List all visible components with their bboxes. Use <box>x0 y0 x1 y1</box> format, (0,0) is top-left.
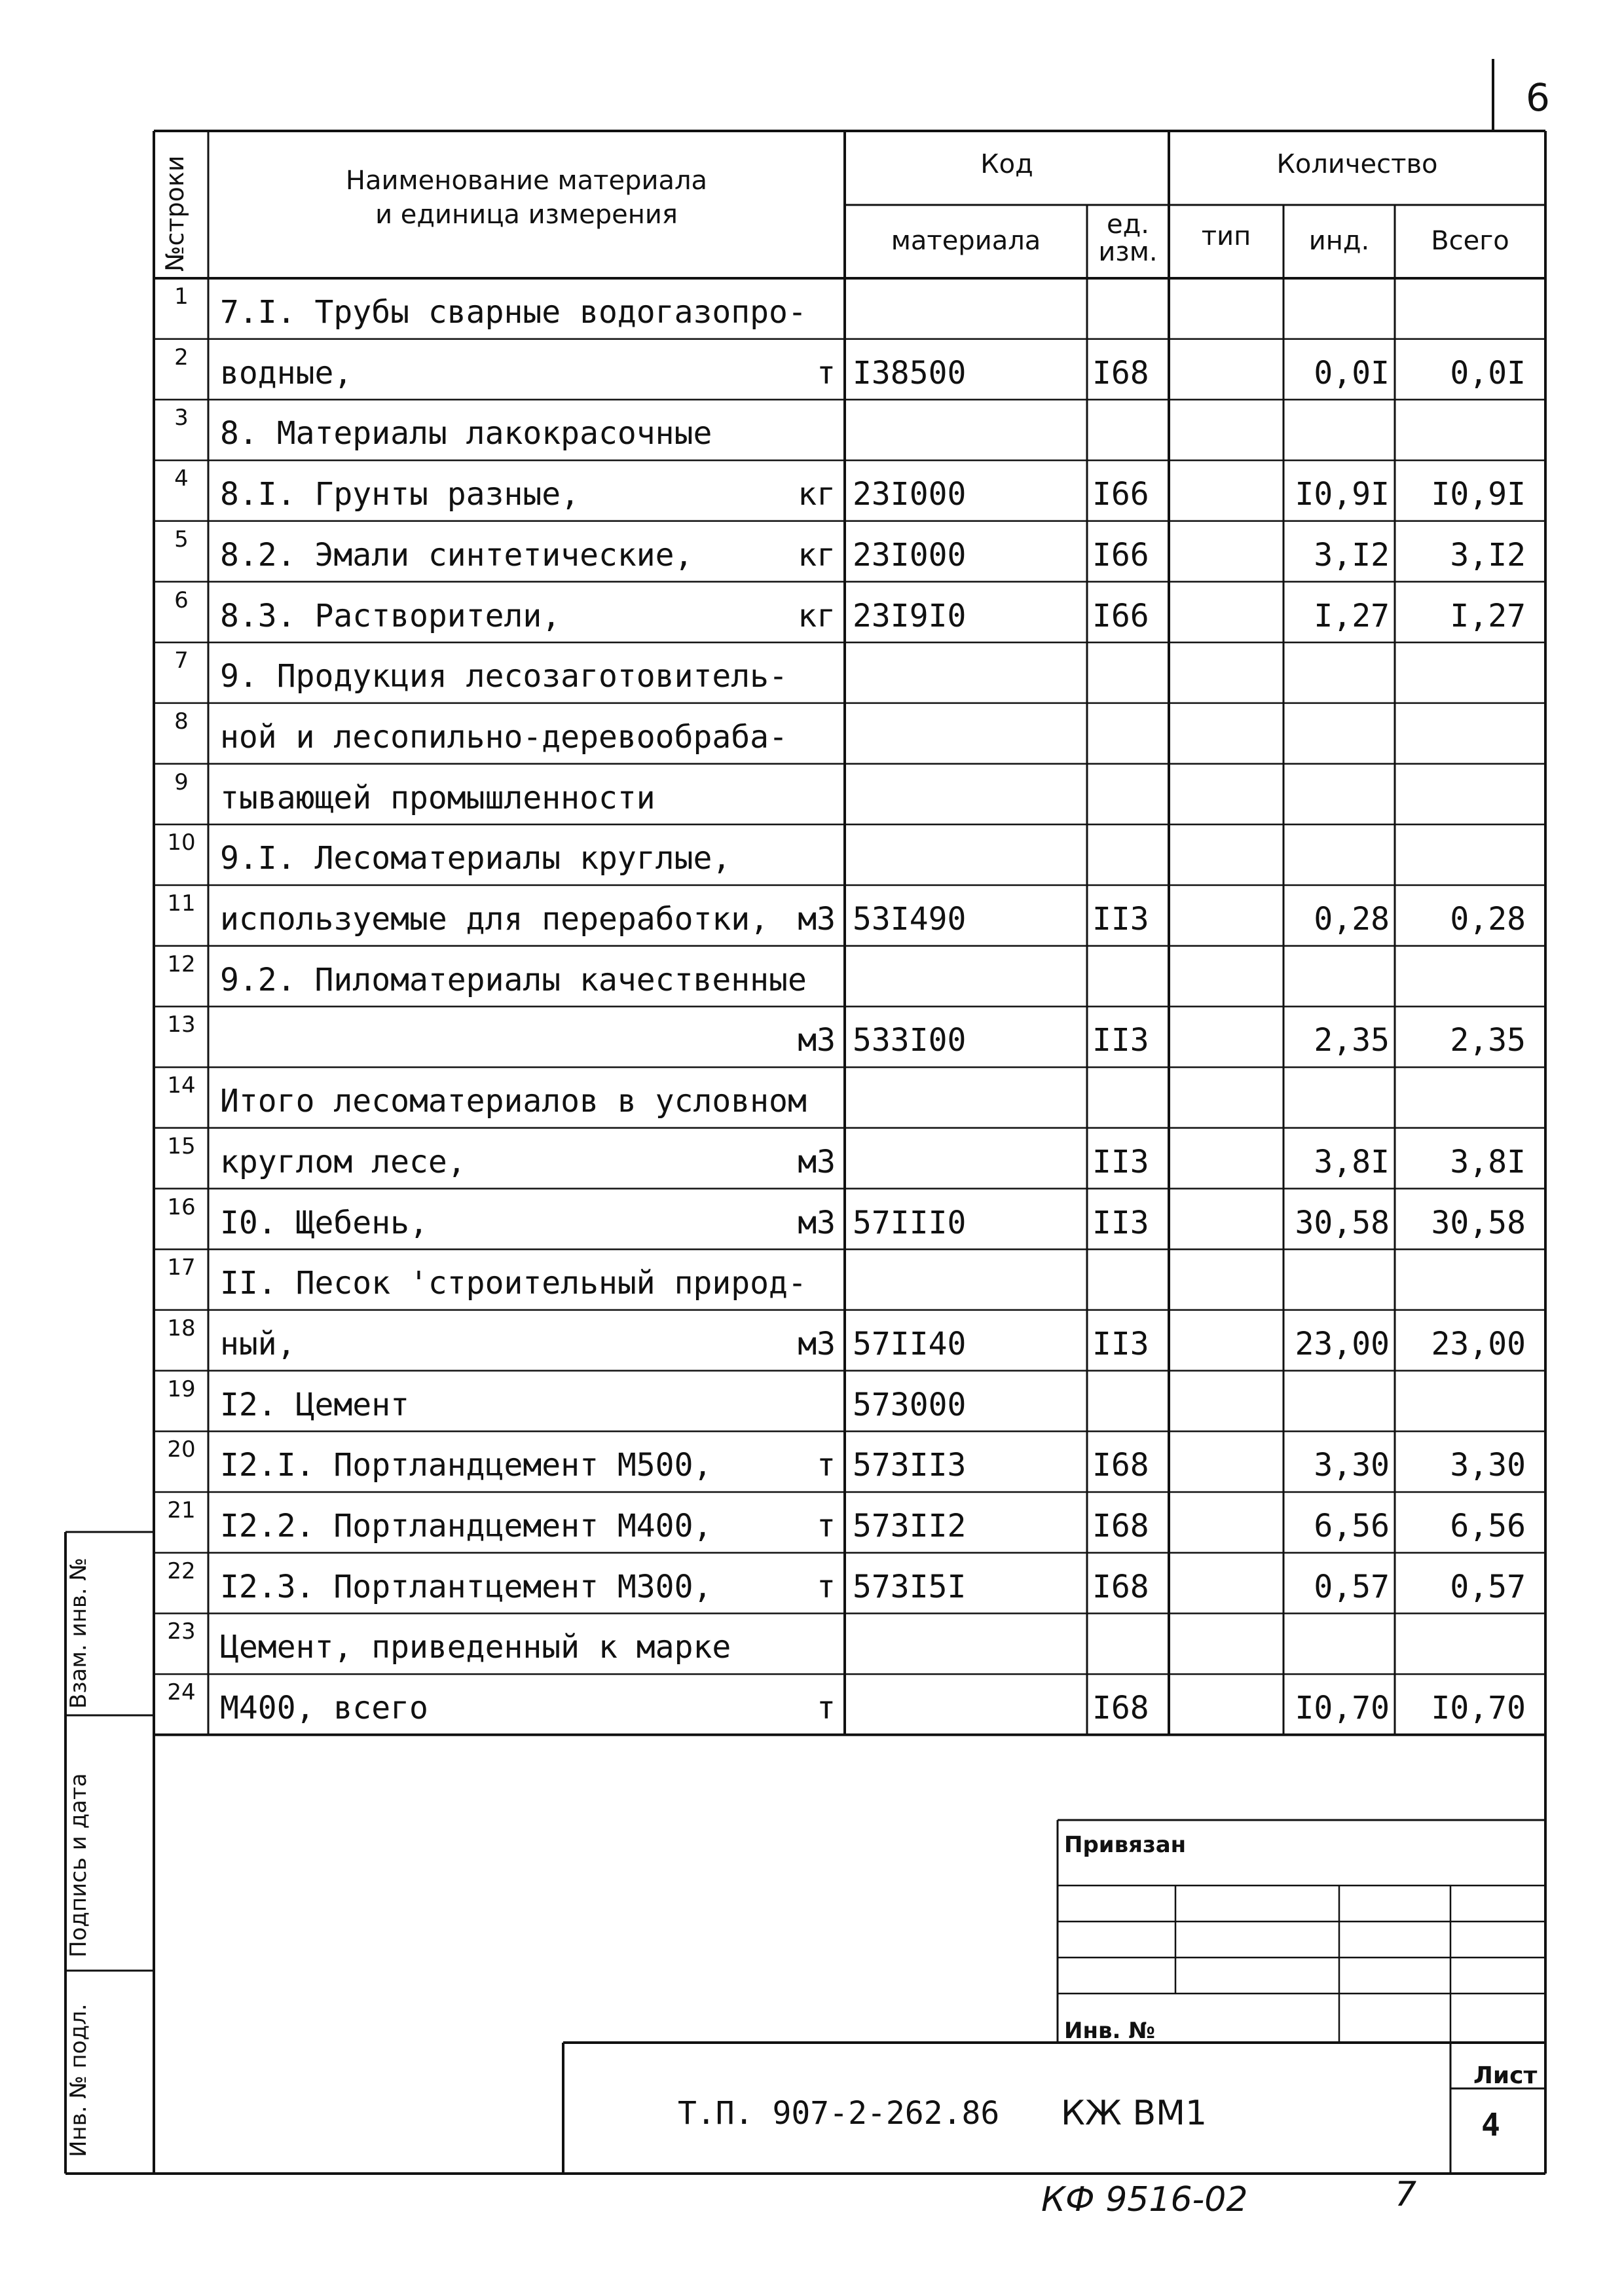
row-ind: I0,70 <box>1295 1690 1390 1727</box>
row-unit: кг <box>798 597 836 634</box>
row-name: 8.2. Эмали синтетические, <box>220 536 693 574</box>
row-ind: 0,0I <box>1314 354 1390 392</box>
row-ed: II3 <box>1092 1143 1149 1180</box>
row-ind: 3,I2 <box>1314 536 1390 574</box>
row-code: 23I9I0 <box>853 597 967 634</box>
row-name: тывающей промышленности <box>220 779 655 816</box>
row-unit: т <box>817 1568 836 1605</box>
row-ed: I66 <box>1092 597 1149 634</box>
row-ed: I68 <box>1092 1508 1149 1544</box>
row-name: II. Песок 'строительный природ- <box>220 1265 807 1302</box>
row-ed: I66 <box>1092 476 1149 513</box>
row-number: 2 <box>174 344 189 371</box>
row-ind: 0,28 <box>1314 901 1390 938</box>
margin-podpis: Подпись и дата <box>65 1773 92 1958</box>
row-ind: 3,30 <box>1314 1447 1390 1484</box>
row-ed: I66 <box>1092 536 1149 574</box>
header-row-number: №строки <box>160 155 189 272</box>
row-name: I2.3. Портлантцемент М300, <box>220 1568 712 1605</box>
row-name: используемые для переработки, <box>220 901 769 938</box>
row-ind: 3,8I <box>1314 1143 1390 1180</box>
row-ind: 0,57 <box>1314 1568 1390 1605</box>
row-number: 22 <box>167 1558 196 1584</box>
row-code: 57II40 <box>853 1325 967 1362</box>
margin-inv-podl: Инв. № подл. <box>65 2003 92 2157</box>
row-unit: т <box>817 354 836 392</box>
row-code: 57III0 <box>853 1204 967 1241</box>
row-number: 15 <box>167 1133 196 1159</box>
stamp-mark: КЖ ВМ1 <box>1061 2094 1208 2133</box>
row-number: 1 <box>174 283 189 310</box>
row-number: 19 <box>167 1376 196 1402</box>
row-name: 8.I. Грунты разные, <box>220 476 580 513</box>
row-name: М400, всего <box>220 1690 428 1727</box>
header-name: Наименование материала и единица измерения <box>345 166 708 230</box>
row-ind: 2,35 <box>1314 1022 1390 1059</box>
stamp-list-label: Лист <box>1473 2062 1538 2089</box>
page-number: 6 <box>1526 75 1550 120</box>
row-ed: I68 <box>1092 1568 1149 1605</box>
row-number: 23 <box>167 1618 196 1645</box>
row-name: I2.2. Портландцемент М400, <box>220 1508 712 1544</box>
row-name: I2.I. Портландцемент М500, <box>220 1447 712 1484</box>
row-name: 8. Материалы лакокрасочные <box>220 415 712 452</box>
row-number: 3 <box>174 405 189 431</box>
row-ind: 30,58 <box>1295 1204 1390 1241</box>
row-total: I,27 <box>1450 597 1526 634</box>
row-ind: I,27 <box>1314 597 1390 634</box>
row-ed: II3 <box>1092 1022 1149 1059</box>
row-number: 9 <box>174 769 189 795</box>
row-ed: II3 <box>1092 1204 1149 1241</box>
row-unit: м3 <box>798 1143 836 1180</box>
row-name: 9.2. Пиломатериалы качественные <box>220 961 807 998</box>
row-ed: II3 <box>1092 901 1149 938</box>
row-code: 533I00 <box>853 1022 967 1059</box>
row-unit: кг <box>798 536 836 574</box>
row-name: водные, <box>220 354 353 392</box>
stamp-doc-code: Т.П. 907-2-262.86 <box>678 2095 1000 2132</box>
row-code: 53I490 <box>853 901 967 938</box>
row-number: 7 <box>174 647 189 674</box>
row-total: 2,35 <box>1450 1022 1526 1059</box>
row-unit: т <box>817 1508 836 1544</box>
row-code: 573II2 <box>853 1508 967 1544</box>
row-number: 4 <box>174 465 189 492</box>
row-number: 10 <box>167 829 196 856</box>
row-unit: м3 <box>798 1022 836 1059</box>
row-unit: кг <box>798 476 836 513</box>
row-code: 573I5I <box>853 1568 967 1605</box>
row-ed: I68 <box>1092 1690 1149 1727</box>
row-total: 3,30 <box>1450 1447 1526 1484</box>
row-number: 5 <box>174 526 189 553</box>
row-name: I2. Цемент <box>220 1386 409 1423</box>
row-total: 0,28 <box>1450 901 1526 938</box>
row-number: 13 <box>167 1011 196 1038</box>
row-unit: т <box>817 1690 836 1727</box>
row-name: Цемент, приведенный к марке <box>220 1629 731 1666</box>
row-ind: 6,56 <box>1314 1508 1390 1544</box>
row-name: 9. Продукция лесозаготовитель- <box>220 658 788 695</box>
row-code: 23I000 <box>853 476 967 513</box>
row-ind: 23,00 <box>1295 1325 1390 1362</box>
header-qty-group: Количество <box>1276 149 1438 179</box>
row-code: 23I000 <box>853 536 967 574</box>
row-number: 11 <box>167 890 196 917</box>
row-ed: I68 <box>1092 1447 1149 1484</box>
row-unit: м3 <box>798 901 836 938</box>
row-total: 3,8I <box>1450 1143 1526 1180</box>
stamp-list-value: 4 <box>1481 2107 1500 2143</box>
margin-inv-vzam: Взам. инв. № <box>65 1558 92 1709</box>
row-name: Итого лесоматериалов в условном <box>220 1083 807 1120</box>
row-unit: т <box>817 1447 836 1484</box>
row-unit: м3 <box>798 1325 836 1362</box>
row-total: 0,0I <box>1450 354 1526 392</box>
row-total: 0,57 <box>1450 1568 1526 1605</box>
row-number: 24 <box>167 1679 196 1706</box>
header-type: тип <box>1201 221 1251 251</box>
row-number: 12 <box>167 951 196 977</box>
row-number: 8 <box>174 708 189 735</box>
row-name: I0. Щебень, <box>220 1204 428 1241</box>
row-total: I0,9I <box>1431 476 1526 513</box>
stamp-inv-no: Инв. № <box>1064 2018 1156 2044</box>
row-number: 6 <box>174 587 189 613</box>
row-total: 6,56 <box>1450 1508 1526 1544</box>
row-total: I0,70 <box>1431 1690 1526 1727</box>
row-unit: м3 <box>798 1204 836 1241</box>
row-ed: II3 <box>1092 1325 1149 1362</box>
row-number: 16 <box>167 1194 196 1220</box>
row-name: 8.3. Растворители, <box>220 597 561 634</box>
stamp-privyazan: Привязан <box>1064 1832 1187 1858</box>
row-number: 21 <box>167 1497 196 1523</box>
row-number: 20 <box>167 1436 196 1463</box>
row-name: ной и лесопильно-деревообраба- <box>220 718 788 756</box>
row-name: ный, <box>220 1325 296 1362</box>
header-ind: инд. <box>1308 226 1370 256</box>
row-total: 23,00 <box>1431 1325 1526 1362</box>
row-name: круглом лесе, <box>220 1143 466 1180</box>
row-number: 17 <box>167 1254 196 1281</box>
row-number: 18 <box>167 1315 196 1341</box>
row-ind: I0,9I <box>1295 476 1390 513</box>
archive-code: КФ 9516-02 <box>1041 2180 1248 2219</box>
row-code: 573000 <box>853 1386 967 1423</box>
row-code: 573II3 <box>853 1447 967 1484</box>
row-total: 30,58 <box>1431 1204 1526 1241</box>
row-ed: I68 <box>1092 354 1149 392</box>
header-code-group: Код <box>980 149 1033 179</box>
row-name: 7.I. Трубы сварные водогазопро- <box>220 294 807 331</box>
row-name: 9.I. Лесоматериалы круглые, <box>220 840 731 877</box>
archive-page: 7 <box>1395 2175 1417 2214</box>
row-total: 3,I2 <box>1450 536 1526 574</box>
row-code: I38500 <box>853 354 967 392</box>
header-material: материала <box>891 226 1041 256</box>
header-unit: ед. изм. <box>1098 210 1158 267</box>
header-total: Всего <box>1431 226 1509 256</box>
row-number: 14 <box>167 1072 196 1099</box>
